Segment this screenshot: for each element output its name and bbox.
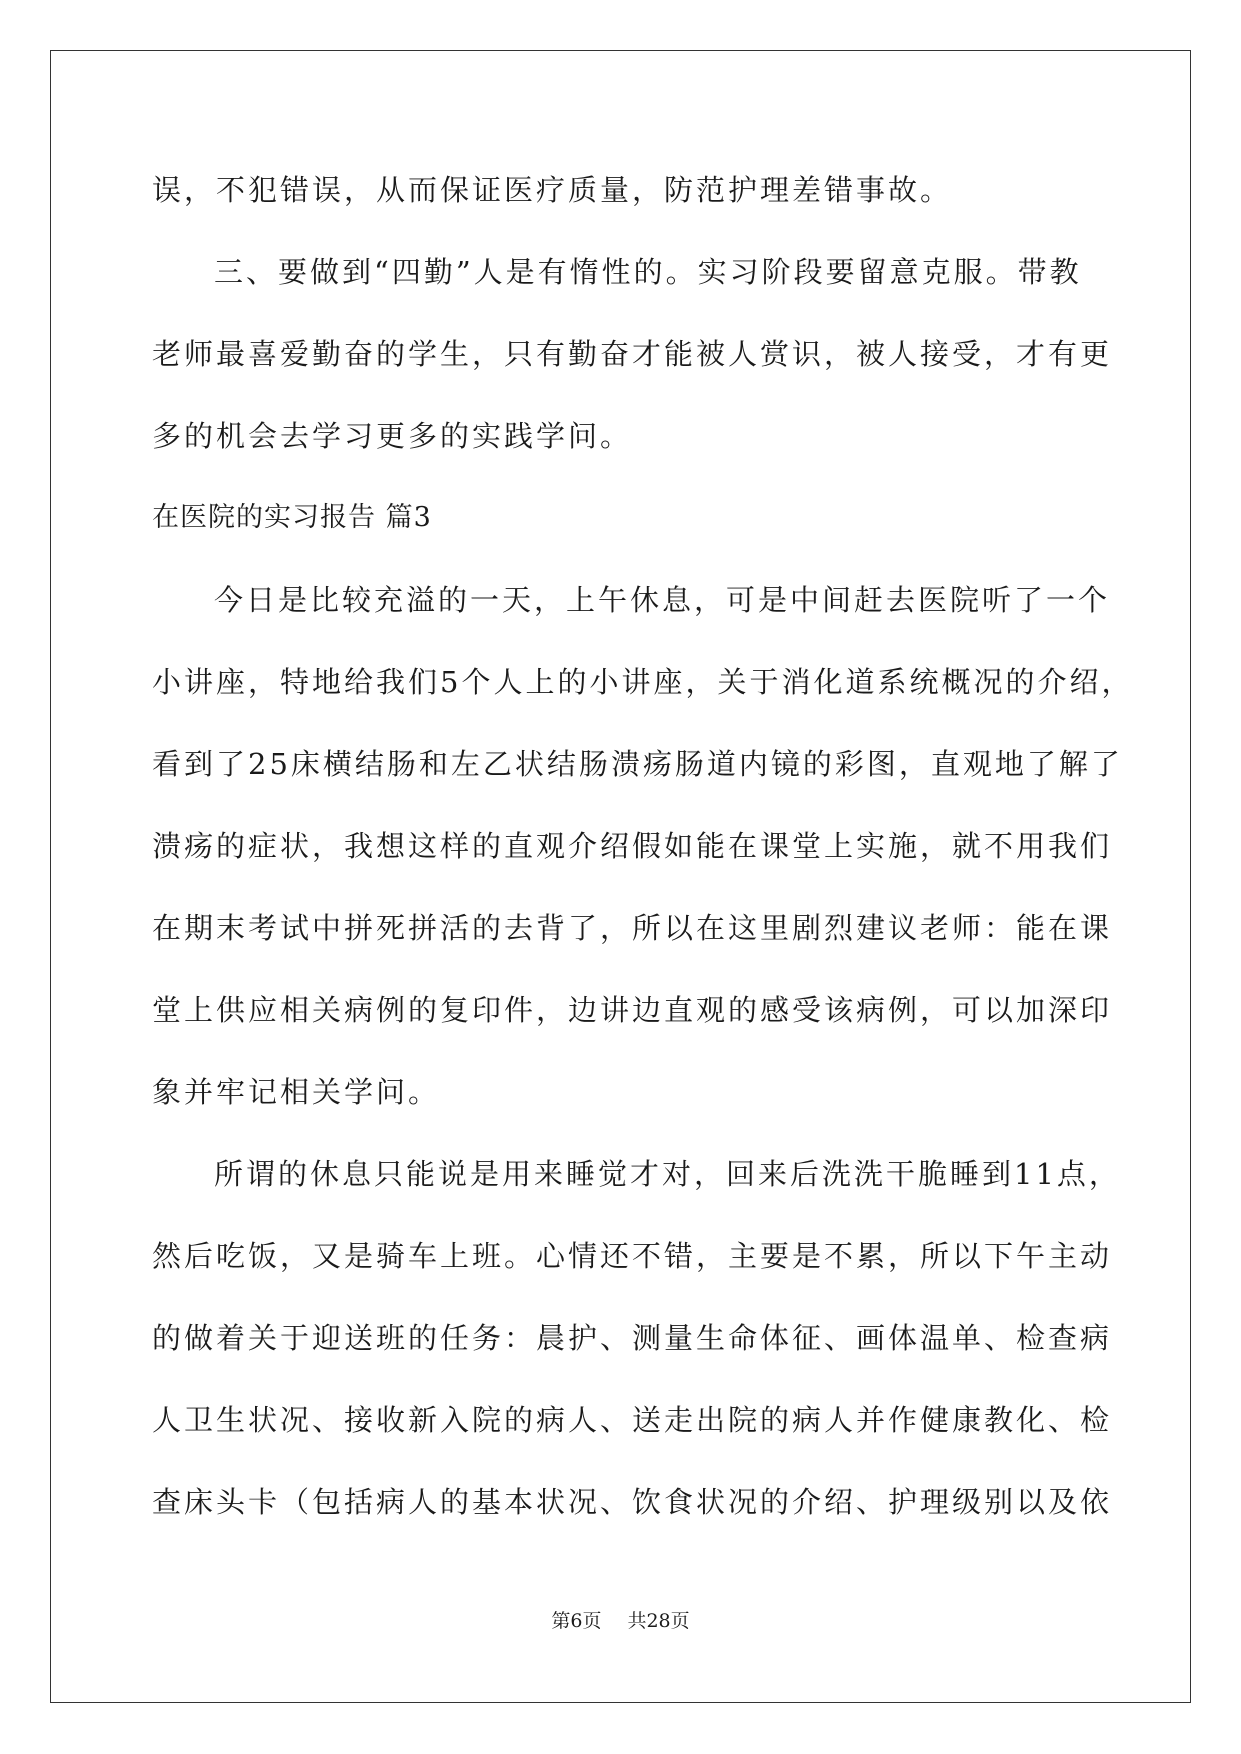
paragraph-first-line: 三、要做到“四勤”人是有惰性的。实习阶段要留意克服。带教 xyxy=(214,255,1082,289)
text-line: 看到了25床横结肠和左乙状结肠溃疡肠道内镜的彩图，直观地了解了 xyxy=(152,747,1123,781)
text-line: 象并牢记相关学问。 xyxy=(152,1075,441,1109)
text-line: 人卫生状况、接收新入院的病人、送走出院的病人并作健康教化、检 xyxy=(152,1403,1113,1437)
document-body xyxy=(152,160,1134,1554)
page-number: 第6页 xyxy=(551,1610,602,1632)
paragraph-first-line: 今日是比较充溢的一天，上午休息，可是中间赶去医院听了一个 xyxy=(214,583,1111,617)
text-line: 堂上供应相关病例的复印件，边讲边直观的感受该病例，可以加深印 xyxy=(152,993,1113,1027)
section-heading: 在医院的实习报告 篇3 xyxy=(152,502,432,533)
text-line: 的做着关于迎送班的任务：晨护、测量生命体征、画体温单、检查病 xyxy=(152,1321,1113,1355)
text-line: 误，不犯错误，从而保证医疗质量，防范护理差错事故。 xyxy=(152,173,953,207)
text-line: 老师最喜爱勤奋的学生，只有勤奋才能被人赏识，被人接受，才有更 xyxy=(152,337,1113,371)
paragraph-first-line: 所谓的休息只能说是用来睡觉才对，回来后洗洗干脆睡到11点， xyxy=(214,1157,1121,1191)
text-line: 在期末考试中拼死拼活的去背了，所以在这里剧烈建议老师：能在课 xyxy=(152,911,1113,945)
page-total: 共28页 xyxy=(627,1610,690,1632)
text-line: 查床头卡（包括病人的基本状况、饮食状况的介绍、护理级别以及依 xyxy=(152,1485,1113,1519)
text-line: 多的机会去学习更多的实践学问。 xyxy=(152,419,633,453)
page-footer xyxy=(0,1606,1241,1633)
text-line: 溃疡的症状，我想这样的直观介绍假如能在课堂上实施，就不用我们 xyxy=(152,829,1113,863)
text-line: 小讲座，特地给我们5个人上的小讲座，关于消化道系统概况的介绍， xyxy=(152,665,1134,699)
text-line: 然后吃饭，又是骑车上班。心情还不错，主要是不累，所以下午主动 xyxy=(152,1239,1113,1273)
